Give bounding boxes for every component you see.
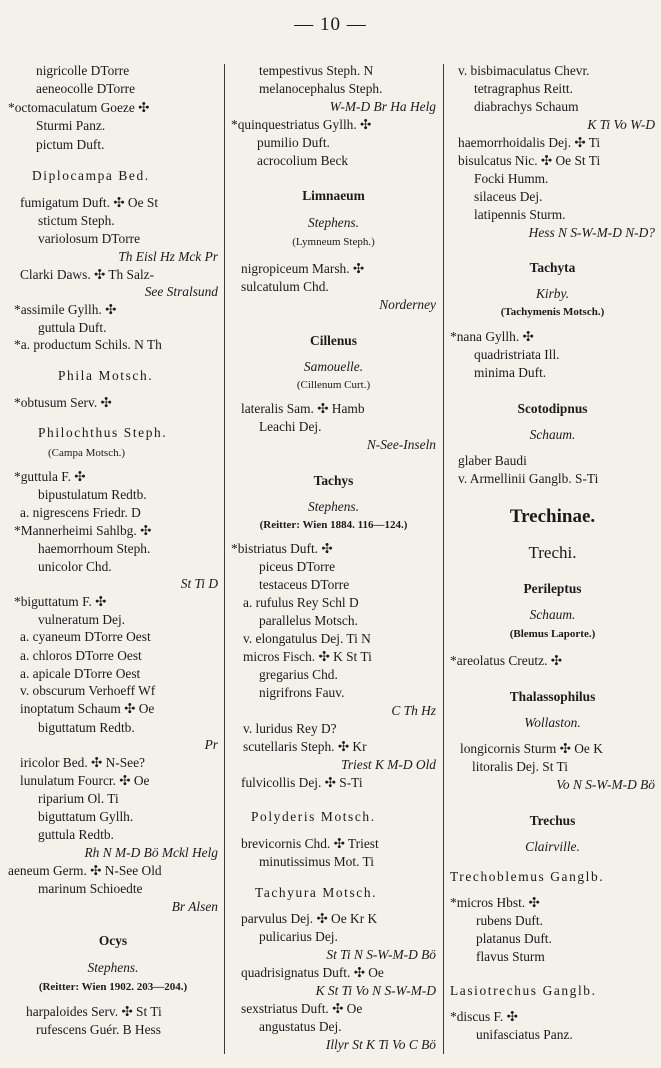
entry-line: longicornis Sturm ✣ Oe K <box>460 741 603 756</box>
entry-line: Clarki Daws. ✣ Th Salz- <box>20 267 155 282</box>
entry-line: Pr <box>204 737 218 752</box>
entry-line: Triest K M-D Old <box>341 757 436 772</box>
entry-line: v. obscurum Verhoeff Wf <box>20 683 156 698</box>
entry-line: Diplocampa Bed. <box>32 168 150 183</box>
entry-line: guttula Redtb. <box>38 827 114 842</box>
entry-line: Cillenus <box>310 333 357 348</box>
entry-line: v. luridus Rey D? <box>243 721 337 736</box>
entry-line: Limnaeum <box>302 188 365 203</box>
entry-line: (Reitter: Wien 1902. 203—204.) <box>38 981 188 993</box>
entry-line: (Campa Motsch.) <box>48 447 125 459</box>
entry-line: acrocolium Beck <box>257 153 349 168</box>
entry-line: marinum Schioedte <box>38 881 143 896</box>
entry-line: Polyderis Motsch. <box>251 809 376 824</box>
entry-line: Trechus <box>529 813 576 828</box>
entry-line: *areolatus Creutz. ✣ <box>450 653 562 668</box>
entry-line: Ocys <box>98 933 128 948</box>
entry-line: lateralis Sam. ✣ Hamb <box>241 401 365 416</box>
entry-line: piceus DTorre <box>259 559 336 574</box>
entry-line: melanocephalus Steph. <box>259 81 383 96</box>
entry-line: Leachi Dej. <box>259 419 322 434</box>
entry-line: fumigatum Duft. ✣ Oe St <box>20 195 159 210</box>
entry-line: haemorrhoum Steph. <box>38 541 151 556</box>
entry-line: Trechinae. <box>509 506 596 527</box>
entry-line: Lasiotrechus Ganglb. <box>450 983 597 998</box>
entry-line: quadrisignatus Duft. ✣ Oe <box>241 965 384 980</box>
entry-line: Tachyura Motsch. <box>255 885 378 900</box>
entry-line: Scotodipnus <box>517 401 588 416</box>
entry-line: Perileptus <box>523 581 582 596</box>
entry-line: Stephens. <box>308 215 359 230</box>
entry-line: nigrifrons Fauv. <box>259 685 345 700</box>
entry-line: micros Fisch. ✣ K St Ti <box>243 649 372 664</box>
entry-line: unicolor Chd. <box>38 559 112 574</box>
entry-line: *biguttatum F. ✣ <box>14 594 107 609</box>
entry-line: Vo N S-W-M-D Bö <box>556 777 655 792</box>
entry-line: haemorrhoidalis Dej. ✣ Ti <box>458 135 601 150</box>
entry-line: a. apicale DTorre Oest <box>20 666 141 681</box>
entry-line: *Mannerheimi Sahlbg. ✣ <box>14 523 152 538</box>
column-divider <box>443 64 444 1054</box>
entry-line: pulicarius Dej. <box>259 929 338 944</box>
entry-line: Th Eisl Hz Mck Pr <box>118 249 218 264</box>
entry-line: Norderney <box>379 297 436 312</box>
entry-line: Illyr St K Ti Vo C Bö <box>325 1037 436 1052</box>
entry-line: Wollaston. <box>524 715 581 730</box>
entry-line: See Stralsund <box>144 284 218 299</box>
entry-line: guttula Duft. <box>38 320 107 335</box>
entry-line: St Ti D <box>180 576 218 591</box>
entry-line: N-See-Inseln <box>366 437 436 452</box>
entry-line: (Blemus Laporte.) <box>509 628 596 640</box>
entry-line: nigropiceum Marsh. ✣ <box>241 261 365 276</box>
entry-line: brevicornis Chd. ✣ Triest <box>241 836 379 851</box>
entry-line: Trechi. <box>528 543 577 562</box>
entry-line: Schaum. <box>529 427 576 442</box>
entry-line: (Cillenum Curt.) <box>296 379 371 391</box>
entry-line: Sturmi Panz. <box>36 118 106 133</box>
entry-line: quadristriata Ill. <box>474 347 560 362</box>
entry-line: platanus Duft. <box>476 931 552 946</box>
entry-line: *octomaculatum Goeze ✣ <box>8 100 150 115</box>
entry-line: v. elongatulus Dej. Ti N <box>243 631 371 646</box>
entry-line: tetragraphus Reitt. <box>474 81 573 96</box>
entry-line: harpaloides Serv. ✣ St Ti <box>26 1004 162 1019</box>
entry-line: variolosum DTorre <box>38 231 141 246</box>
column-divider <box>224 64 225 1054</box>
entry-line: *micros Hbst. ✣ <box>450 895 540 910</box>
entry-line: Schaum. <box>529 607 576 622</box>
entry-line: vulneratum Dej. <box>38 612 126 627</box>
entry-line: K Ti Vo W-D <box>587 117 655 132</box>
entry-line: angustatus Dej. <box>259 1019 342 1034</box>
entry-line: K St Ti Vo N S-W-M-D <box>315 983 436 998</box>
entry-line: scutellaris Steph. ✣ Kr <box>243 739 367 754</box>
entry-line: *discus F. ✣ <box>450 1009 518 1024</box>
entry-line: Br Alsen <box>171 899 218 914</box>
entry-line: *bistriatus Duft. ✣ <box>231 541 333 556</box>
entry-line: stictum Steph. <box>38 213 115 228</box>
entry-line: a. rufulus Rey Schl D <box>243 595 359 610</box>
entry-line: a. chloros DTorre Oest <box>20 648 142 663</box>
entry-line: pumilio Duft. <box>257 135 330 150</box>
entry-line: bipustulatum Redtb. <box>38 487 147 502</box>
entry-line: Stephens. <box>87 960 139 975</box>
entry-line: bisulcatus Nic. ✣ Oe St Ti <box>458 153 601 168</box>
entry-line: silaceus Dej. <box>474 189 543 204</box>
entry-line: (Reitter: Wien 1884. 116—124.) <box>259 519 408 531</box>
entry-line: a. nigrescens Friedr. D <box>20 505 141 520</box>
entry-line: biguttatum Redtb. <box>38 720 135 735</box>
entry-line: glaber Baudi <box>458 453 527 468</box>
entry-line: gregarius Chd. <box>259 667 338 682</box>
entry-line: Thalassophilus <box>509 689 596 704</box>
entry-line: testaceus DTorre <box>259 577 350 592</box>
entry-line: *obtusum Serv. ✣ <box>14 395 112 410</box>
entry-line: Philochthus Steph. <box>38 425 168 440</box>
entry-line: tempestivus Steph. N <box>259 63 374 78</box>
entry-line: (Tachymenis Motsch.) <box>500 306 605 318</box>
entry-line: v. bisbimaculatus Chevr. <box>458 63 590 78</box>
entry-line: nigricolle DTorre <box>36 63 130 78</box>
entry-line: latipennis Sturm. <box>474 207 566 222</box>
entry-line: parallelus Motsch. <box>259 613 358 628</box>
entry-line: v. Armellinii Ganglb. S-Ti <box>458 471 599 486</box>
entry-line: *assimile Gyllh. ✣ <box>14 302 117 317</box>
entry-line: Samouelle. <box>303 359 364 374</box>
entry-line: minima Duft. <box>474 365 547 380</box>
entry-line: C Th Hz <box>391 703 436 718</box>
entry-line: *nana Gyllh. ✣ <box>450 329 534 344</box>
entry-line: rufescens Guér. B Hess <box>36 1022 161 1037</box>
entry-line: Focki Humm. <box>474 171 549 186</box>
entry-line: aeneocolle DTorre <box>36 81 136 96</box>
entry-line: W-M-D Br Ha Helg <box>329 99 436 114</box>
entry-line: diabrachys Schaum <box>474 99 579 114</box>
entry-line: iricolor Bed. ✣ N-See? <box>20 755 146 770</box>
entry-line: biguttatum Gyllh. <box>38 809 134 824</box>
entry-line: Tachyta <box>529 260 576 275</box>
entry-line: Rh N M-D Bö Mckl Helg <box>84 845 218 860</box>
entry-line: lunulatum Fourcr. ✣ Oe <box>20 773 150 788</box>
entry-line: (Lymneum Steph.) <box>292 236 375 248</box>
entry-line: minutissimus Mot. Ti <box>259 854 374 869</box>
entry-line: *quinquestriatus Gyllh. ✣ <box>231 117 372 132</box>
page-number: — 10 — <box>294 14 367 35</box>
entry-line: flavus Sturm <box>476 949 545 964</box>
entry-line: riparium Ol. Ti <box>38 791 119 806</box>
entry-line: Hess N S-W-M-D N-D? <box>528 225 655 240</box>
entry-line: Clairville. <box>525 839 580 854</box>
entry-line: St Ti N S-W-M-D Bö <box>326 947 436 962</box>
entry-line: unifasciatus Panz. <box>476 1027 573 1042</box>
entry-line: Trechoblemus Ganglb. <box>450 869 605 884</box>
entry-line: sulcatulum Chd. <box>241 279 329 294</box>
entry-line: Kirby. <box>535 286 570 301</box>
entry-line: *guttula F. ✣ <box>14 469 86 484</box>
entry-line: a. cyaneum DTorre Oest <box>20 629 151 644</box>
entry-line: aeneum Germ. ✣ N-See Old <box>8 863 162 878</box>
entry-line: Phila Motsch. <box>58 368 154 383</box>
entry-line: inoptatum Schaum ✣ Oe <box>20 701 155 716</box>
entry-line: *a. productum Schils. N Th <box>14 337 162 352</box>
entry-line: fulvicollis Dej. ✣ S-Ti <box>241 775 363 790</box>
entry-line: sexstriatus Duft. ✣ Oe <box>241 1001 363 1016</box>
entry-line: parvulus Dej. ✣ Oe Kr K <box>241 911 378 926</box>
entry-line: rubens Duft. <box>476 913 543 928</box>
entry-line: Stephens. <box>308 499 359 514</box>
entry-line: litoralis Dej. St Ti <box>472 759 568 774</box>
entry-line: Tachys <box>313 473 354 488</box>
entry-line: pictum Duft. <box>36 137 105 152</box>
